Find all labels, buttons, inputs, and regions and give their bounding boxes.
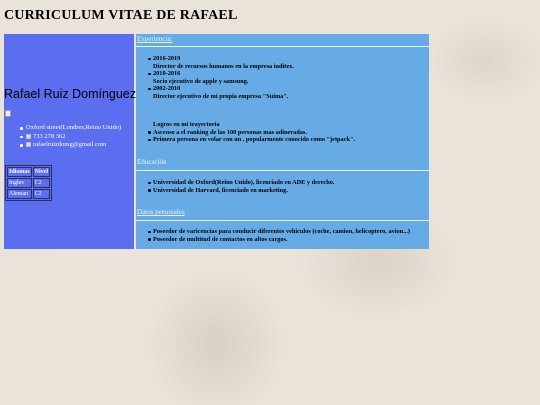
list-item: Ascenso a el ranking de las 100 personas mas adineradas.	[153, 129, 355, 137]
table-header-cell: Idiomas	[9, 169, 30, 175]
broken-image-icon	[5, 110, 11, 117]
table-header-row	[7, 167, 50, 177]
table-cell: C2	[33, 189, 50, 199]
list-item: Universidad de Harvard, licenciado en marketing.	[153, 187, 334, 195]
list-item: 2002-2010 Director ejecutivo de mi propia empresa "Suima".	[153, 85, 294, 100]
sidebar	[4, 34, 137, 249]
achievements-list	[153, 121, 355, 144]
list-item: Primera persona en volar con un , popularmente conocido como "jetpack".	[153, 136, 356, 143]
main-content	[136, 34, 429, 249]
experience-heading[interactable]: Experiencia:	[137, 35, 173, 43]
page-title: CURRICULUM VITAE DE RAFAEL	[4, 8, 238, 23]
table-cell: Aleman	[7, 189, 32, 199]
list-item: 2010-2016 Socio ejecutivo de apple y samsung.	[153, 70, 294, 85]
table-cell: Ingles	[7, 178, 32, 188]
table-cell: C2	[33, 178, 50, 188]
contact-list	[22, 124, 121, 150]
list-item: Universidad de Oxford(Reino Unido), licenciado en ADE y derecho.	[153, 179, 335, 186]
person-name: Rafael Ruiz Domínguez	[4, 87, 137, 101]
table-row	[7, 178, 50, 188]
contact-email: rafaelruizdomg@gmail.com	[22, 141, 121, 150]
personal-data-list	[153, 228, 410, 243]
list-item: Poseedor de multitud de contactos en altos cargos.	[153, 236, 410, 244]
table-header-cell: Nivel	[34, 169, 49, 175]
contact-address: Oxford street(Londres,Reino Unido)	[22, 124, 121, 133]
contact-phone: 733 278 362	[22, 133, 121, 142]
languages-table	[5, 165, 52, 201]
divider	[136, 220, 429, 221]
divider	[136, 46, 429, 47]
mail-image-icon	[26, 142, 31, 147]
divider	[136, 170, 429, 171]
education-list	[153, 179, 334, 194]
list-item: 2016-2019 Director de recursos humanos en la empresa inditex.	[153, 55, 294, 70]
table-row	[7, 189, 50, 199]
personal-data-heading[interactable]: Datos personales	[137, 208, 185, 216]
list-item: Poseedor de varicencias para conducir diferentes vehiculos (coche, camion, helicoptero, avion...)	[153, 228, 410, 235]
achievements-heading: Logros en mi trayectoria	[153, 121, 220, 128]
phone-image-icon	[26, 134, 31, 139]
experience-list	[153, 55, 294, 100]
education-heading: Educación	[137, 158, 167, 166]
